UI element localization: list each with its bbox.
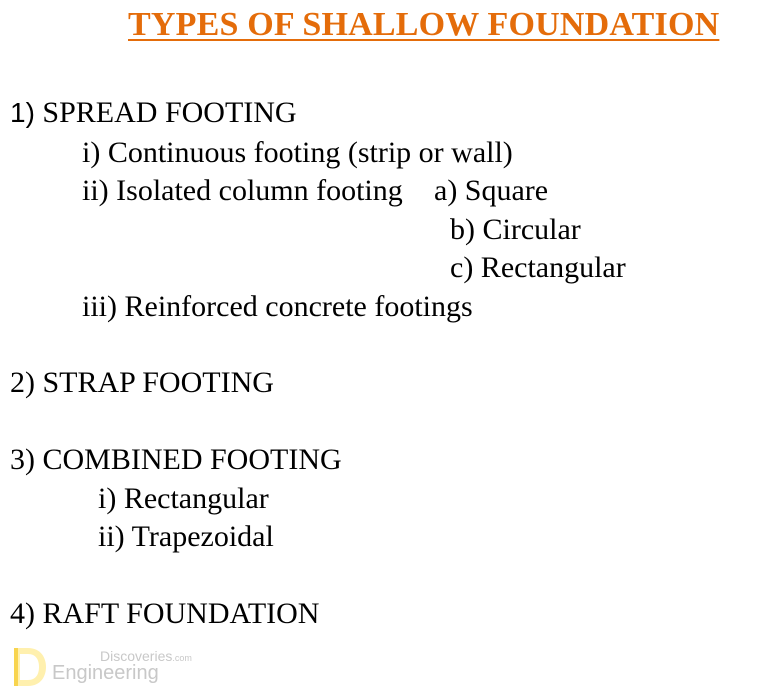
section-4-heading: 4) RAFT FOUNDATION [10,597,320,630]
section-1-heading [10,96,297,130]
spread-item-reinforced: iii) Reinforced concrete footings [82,290,473,323]
isolated-sub-circular: b) Circular [450,213,581,246]
combined-item-trapezoidal: ii) Trapezoidal [98,520,274,553]
combined-item-rectangular: i) Rectangular [98,482,269,515]
watermark-text-engineering: Engineering [52,662,159,684]
section-3-heading: 3) COMBINED FOOTING [10,443,342,476]
section-2-heading: 2) STRAP FOOTING [10,366,274,399]
watermark [8,640,218,692]
page-title: TYPES OF SHALLOW FOUNDATION [128,6,720,43]
spread-item-isolated: ii) Isolated column footing [82,174,403,207]
watermark-text-discoveries: Discoveries.com [100,648,192,664]
isolated-sub-rectangular: c) Rectangular [450,251,626,284]
spread-item-continuous: i) Continuous footing (strip or wall) [82,136,513,169]
section-1-number: 1) [10,97,35,128]
section-1-title: SPREAD FOOTING [42,96,297,129]
engineering-discoveries-logo-icon [8,644,48,690]
isolated-sub-square: a) Square [434,174,549,207]
